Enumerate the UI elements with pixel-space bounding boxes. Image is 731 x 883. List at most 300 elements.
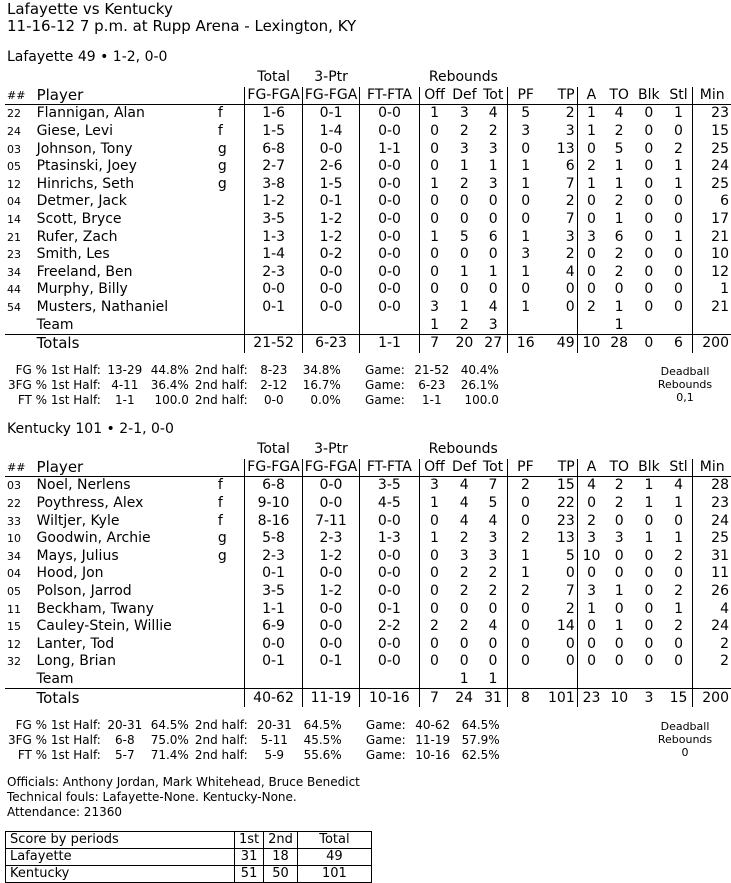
shoot-2nd-half-pct: 0.0% (310, 393, 341, 407)
player-position: f (217, 105, 223, 122)
player-position: g (217, 140, 227, 157)
player-row (5, 495, 731, 513)
stat-pf: 5 (521, 105, 531, 122)
stat-points: 7 (543, 211, 577, 229)
stat-reb-tot: 3 (479, 530, 507, 548)
stat-def: 3 (459, 105, 469, 122)
player-position (216, 246, 245, 264)
stat-fg: 1-3 (245, 228, 302, 246)
stat-3pt: 1-5 (302, 176, 359, 194)
player-number: 03 (7, 142, 21, 156)
total-minutes: 200 (693, 334, 731, 352)
stat-ft: 0-0 (360, 512, 419, 530)
stat-pf: 0 (520, 635, 530, 652)
stat-steals: 1 (665, 105, 693, 123)
player-number: 34 (7, 549, 21, 563)
player-position (216, 299, 245, 317)
stat-fg: 5-8 (245, 530, 302, 548)
stat-ft: 0-0 (360, 565, 419, 583)
stat-fg: 0-1 (245, 565, 302, 583)
stat-steals: 1 (665, 495, 693, 513)
deadball-rebounds (640, 365, 730, 404)
player-row (5, 123, 731, 141)
stat-points: 0 (543, 653, 577, 671)
stat-def: 2 (459, 583, 469, 600)
player-position (216, 583, 245, 601)
stat-reb-tot: 0 (479, 193, 507, 211)
stat-minutes: 24 (711, 158, 729, 175)
periods-header-1st: 1st (235, 832, 264, 849)
stat-off: 0 (429, 600, 439, 617)
team-rebounds-row (5, 316, 731, 334)
stat-steals: 0 (665, 246, 693, 264)
stat-blocks: 0 (644, 299, 654, 316)
stat-minutes: 15 (711, 123, 729, 140)
player-row (5, 565, 731, 583)
stat-3pt: 0-0 (302, 281, 359, 299)
player-row (5, 193, 731, 211)
stat-def: 2 (459, 530, 469, 547)
stat-off: 0 (430, 140, 440, 157)
stat-blocks: 0 (644, 228, 654, 245)
header-player: Player (35, 87, 216, 105)
team-tot: 1 (479, 671, 507, 689)
stat-assists: 1 (586, 175, 596, 192)
shooting-row (5, 733, 503, 748)
stat-def: 0 (459, 635, 469, 652)
stat-turnovers: 1 (614, 175, 624, 192)
shoot-game: 11-19 (415, 733, 451, 747)
stat-off: 0 (429, 653, 439, 670)
stat-ft: 2-2 (360, 618, 419, 636)
stat-fg: 0-0 (245, 281, 302, 299)
player-position (216, 211, 245, 229)
player-name: Ptasinski, Joey (36, 158, 137, 175)
stat-def: 2 (459, 618, 469, 635)
shoot-1st-half-pct: 71.4% (150, 748, 189, 762)
player-number: 22 (7, 497, 21, 511)
player-name: Hinrichs, Seth (36, 175, 135, 192)
stat-3pt: 1-2 (302, 583, 359, 601)
player-name: Lanter, Tod (36, 635, 115, 652)
stat-minutes: 25 (711, 530, 729, 547)
team-label: Team (36, 316, 74, 333)
stat-fg: 3-5 (245, 583, 302, 601)
stat-def: 0 (459, 600, 469, 617)
periods-row-lafayette (6, 849, 372, 866)
stat-off: 1 (430, 105, 440, 122)
stat-assists: 10 (582, 547, 601, 564)
player-name: Giese, Levi (36, 123, 114, 140)
stat-blocks: 0 (644, 246, 654, 263)
shooting-row (5, 748, 503, 763)
player-position (216, 636, 245, 654)
shoot-game-pct: 26.1% (460, 378, 499, 392)
stat-off: 0 (430, 281, 440, 298)
header-rebounds: Rebounds (428, 441, 498, 458)
shoot-1st-half: 5-7 (115, 748, 135, 762)
player-number: 10 (7, 532, 21, 546)
stat-def: 0 (459, 281, 469, 298)
stat-fg: 0-0 (245, 636, 302, 654)
player-name: Rufer, Zach (36, 228, 118, 245)
team-rebounds-row (5, 671, 731, 689)
total-pf: 8 (507, 689, 543, 707)
stat-reb-tot: 2 (479, 583, 507, 601)
shoot-2nd-half-pct: 45.5% (303, 733, 342, 747)
stat-off: 0 (429, 512, 439, 529)
shoot-game-label: Game: (365, 718, 406, 732)
stat-reb-tot: 3 (479, 176, 507, 194)
periods-row-kentucky (6, 866, 372, 883)
header-pf: PF (507, 459, 543, 477)
stat-def: 4 (459, 477, 469, 494)
stat-minutes: 24 (711, 618, 729, 635)
stat-blocks: 0 (644, 281, 654, 298)
stat-assists: 0 (587, 618, 597, 635)
shoot-2nd-half: 2-12 (260, 378, 288, 392)
stat-3pt: 0-0 (302, 618, 359, 636)
total-ft: 10-16 (360, 689, 419, 707)
player-name: Wiltjer, Kyle (36, 512, 120, 529)
player-row (5, 246, 731, 264)
shoot-2nd-half: 5-11 (260, 733, 288, 747)
deadball-label: Deadball (660, 365, 710, 378)
stat-3pt: 0-0 (302, 565, 359, 583)
header-tot: Tot (479, 459, 507, 477)
stat-assists: 0 (586, 193, 596, 210)
total-reb-tot: 31 (479, 689, 507, 707)
stat-def: 0 (459, 653, 469, 670)
player-number: 21 (7, 230, 21, 244)
stat-fg: 1-1 (245, 600, 302, 618)
player-row (5, 600, 731, 618)
stat-steals: 0 (665, 281, 693, 299)
stat-minutes: 31 (711, 547, 729, 564)
header-tp: TP (543, 459, 577, 477)
stat-ft: 0-0 (360, 653, 419, 671)
stat-ft: 0-0 (360, 211, 419, 229)
stat-turnovers: 2 (614, 263, 624, 280)
header-def: Def (449, 459, 479, 477)
stat-steals: 1 (665, 600, 693, 618)
player-row (5, 583, 731, 601)
stat-ft: 0-0 (360, 636, 419, 654)
stat-def: 2 (459, 123, 469, 140)
deadball-value: 0 (681, 746, 689, 759)
stat-reb-tot: 4 (479, 618, 507, 636)
player-row (5, 264, 731, 282)
periods-2nd: 18 (264, 849, 298, 866)
stat-3pt: 0-0 (302, 299, 359, 317)
shoot-2nd-half: 0-0 (264, 393, 284, 407)
header-number: ## (5, 87, 35, 105)
stat-def: 0 (459, 246, 469, 263)
stat-turnovers: 1 (614, 618, 624, 635)
header-total: Total (257, 69, 290, 86)
stat-pf: 0 (520, 495, 530, 512)
stat-3pt: 1-2 (302, 228, 359, 246)
player-name: Cauley-Stein, Willie (36, 618, 172, 635)
header-row-columns (5, 459, 731, 477)
player-number: 05 (7, 160, 21, 174)
deadball-rebounds (640, 720, 730, 759)
stat-minutes: 10 (711, 246, 729, 263)
stat-off: 0 (430, 246, 440, 263)
shoot-game: 6-23 (418, 378, 446, 392)
player-row (5, 158, 731, 176)
stat-off: 2 (429, 618, 439, 635)
stat-3pt: 2-6 (302, 158, 359, 176)
stat-blocks: 1 (644, 530, 654, 547)
stat-pf: 1 (521, 228, 531, 245)
player-number: 12 (7, 637, 21, 651)
stat-blocks: 0 (644, 105, 654, 122)
shoot-game-label: Game: (365, 378, 405, 392)
header-a: A (577, 87, 605, 105)
stat-pf: 0 (521, 140, 531, 157)
totals-label: Totals (35, 689, 216, 707)
player-name: Goodwin, Archie (36, 530, 151, 547)
stat-reb-tot: 0 (479, 281, 507, 299)
deadball-value: 0,1 (676, 391, 694, 404)
stat-pf: 3 (521, 123, 531, 140)
stat-off: 1 (430, 175, 440, 192)
stat-off: 1 (429, 495, 439, 512)
player-row (5, 636, 731, 654)
player-name: Long, Brian (36, 653, 117, 670)
player-number: 04 (7, 195, 21, 209)
header-row-groups (5, 441, 731, 459)
player-number: 22 (7, 107, 21, 121)
team-label: Team (36, 671, 74, 688)
stat-assists: 0 (587, 653, 597, 670)
stat-pf: 1 (521, 299, 531, 316)
header-min: Min (693, 87, 731, 105)
stat-fg: 1-2 (245, 193, 302, 211)
stat-turnovers: 0 (614, 565, 624, 582)
periods-1st: 51 (235, 866, 264, 883)
shoot-game: 21-52 (414, 363, 450, 377)
stat-blocks: 0 (644, 600, 654, 617)
periods-total: 49 (297, 849, 371, 866)
shoot-game: 1-1 (422, 393, 442, 407)
team-def: 2 (459, 316, 469, 333)
stat-assists: 0 (586, 281, 596, 298)
stat-blocks: 1 (644, 477, 654, 494)
player-number: 33 (7, 514, 21, 528)
stat-turnovers: 0 (614, 547, 624, 564)
header-min: Min (693, 459, 731, 477)
stat-reb-tot: 0 (479, 653, 507, 671)
player-number: 15 (7, 620, 21, 634)
stat-blocks: 0 (644, 123, 654, 140)
stat-ft: 3-5 (360, 477, 419, 495)
stat-off: 1 (430, 228, 440, 245)
stat-off: 3 (430, 299, 440, 316)
player-name: Musters, Nathaniel (36, 299, 169, 316)
total-blocks: 3 (633, 689, 665, 707)
header-3ptr: 3-Ptr (314, 69, 348, 86)
total-3pt: 6-23 (302, 334, 359, 352)
shooting-row (5, 718, 503, 733)
stat-off: 0 (429, 583, 439, 600)
stat-fg: 8-16 (245, 512, 302, 530)
shoot-2nd-half: 20-31 (256, 718, 292, 732)
stat-turnovers: 1 (614, 158, 624, 175)
score-by-periods-table (5, 831, 372, 883)
player-row (5, 299, 731, 317)
stat-3pt: 0-0 (302, 264, 359, 282)
player-position (216, 281, 245, 299)
stat-3pt: 0-0 (302, 495, 359, 513)
stat-blocks: 0 (644, 211, 654, 228)
player-number: 04 (7, 567, 21, 581)
stat-off: 0 (430, 211, 440, 228)
stat-pf: 1 (520, 565, 530, 582)
player-position: g (217, 158, 227, 175)
stat-assists: 0 (586, 263, 596, 280)
shoot-game-pct: 40.4% (460, 363, 499, 377)
stat-assists: 3 (587, 530, 597, 547)
stat-turnovers: 2 (614, 193, 624, 210)
attendance: Attendance: 21360 (7, 805, 122, 819)
stat-minutes: 12 (711, 263, 729, 280)
stat-points: 22 (543, 495, 577, 513)
header-pf: PF (508, 87, 544, 105)
stat-ft: 0-0 (360, 228, 419, 246)
stat-pf: 0 (520, 512, 530, 529)
stat-turnovers: 6 (614, 228, 624, 245)
header-off: Off (419, 87, 449, 105)
header-a: A (577, 459, 605, 477)
stat-3pt: 1-2 (302, 211, 359, 229)
stat-fg: 1-6 (245, 105, 302, 123)
stat-def: 4 (459, 512, 469, 529)
stat-pf: 0 (520, 618, 530, 635)
shoot-1st-half-pct: 44.8% (150, 363, 189, 377)
stat-off: 3 (429, 477, 439, 494)
stat-steals: 0 (665, 123, 693, 141)
stat-turnovers: 5 (614, 140, 624, 157)
shoot-2nd-half-label: 2nd half: (194, 363, 248, 377)
stat-turnovers: 1 (614, 299, 624, 316)
stat-assists: 0 (586, 246, 596, 263)
periods-header-row (6, 832, 372, 849)
stat-blocks: 0 (644, 635, 654, 652)
stat-3pt: 0-0 (302, 600, 359, 618)
stat-ft: 0-0 (360, 193, 419, 211)
stat-turnovers: 3 (614, 530, 624, 547)
stat-minutes: 23 (711, 495, 729, 512)
header-def: Def (449, 87, 479, 105)
stat-assists: 1 (586, 123, 596, 140)
total-assists: 10 (577, 334, 605, 352)
box-score-table (5, 69, 731, 353)
periods-2nd: 50 (264, 866, 298, 883)
player-row (5, 477, 731, 495)
total-reb-tot: 27 (479, 334, 507, 352)
stat-turnovers: 4 (614, 105, 624, 122)
team-off (419, 671, 449, 689)
total-ft: 1-1 (360, 334, 419, 352)
shooting-row (5, 378, 502, 393)
stat-points: 3 (543, 228, 577, 246)
stat-def: 3 (459, 547, 469, 564)
stat-fg: 1-5 (245, 123, 302, 141)
stat-def: 3 (459, 140, 469, 157)
shooting-row (5, 363, 502, 378)
stat-reb-tot: 1 (479, 264, 507, 282)
stat-minutes: 11 (711, 565, 729, 582)
shoot-2nd-half-pct: 34.8% (302, 363, 341, 377)
header-tp: TP (543, 87, 577, 105)
stat-ft: 0-0 (360, 123, 419, 141)
stat-minutes: 2 (720, 653, 729, 670)
player-position (216, 565, 245, 583)
stat-3pt: 0-1 (302, 105, 359, 123)
stat-points: 23 (543, 512, 577, 530)
periods-team-name: Kentucky (6, 866, 235, 883)
stat-ft: 0-0 (360, 548, 419, 566)
player-name: Flannigan, Alan (36, 105, 145, 122)
stat-points: 0 (543, 565, 577, 583)
header-to: TO (605, 87, 633, 105)
total-steals: 6 (665, 334, 693, 352)
stat-ft: 0-0 (360, 105, 419, 123)
stat-steals: 4 (665, 477, 693, 495)
stat-assists: 4 (587, 477, 597, 494)
deadball-label: Deadball (660, 720, 710, 733)
player-position: f (217, 477, 223, 494)
stat-pf: 0 (520, 653, 530, 670)
stat-reb-tot: 6 (479, 228, 507, 246)
shoot-2nd-half-label: 2nd half: (194, 733, 248, 747)
stat-points: 13 (543, 530, 577, 548)
total-steals: 15 (665, 689, 693, 707)
stat-pf: 0 (521, 193, 531, 210)
officials: Officials: Anthony Jordan, Mark Whitehead, Bruce Benedict (7, 775, 360, 789)
stat-steals: 2 (665, 140, 693, 158)
header-row-groups (5, 69, 731, 87)
stat-blocks: 0 (644, 512, 654, 529)
stat-steals: 0 (665, 512, 693, 530)
stat-pf: 1 (521, 158, 531, 175)
shoot-2nd-half: 5-9 (264, 748, 285, 762)
periods-header-label: Score by periods (6, 832, 235, 849)
stat-off: 1 (429, 530, 439, 547)
shoot-2nd-half-pct: 64.5% (303, 718, 342, 732)
stat-turnovers: 0 (614, 281, 624, 298)
header-rebounds: Rebounds (428, 69, 498, 86)
stat-blocks: 0 (644, 547, 654, 564)
stat-fg: 2-3 (245, 264, 302, 282)
shoot-label: FT % 1st Half: (17, 393, 101, 407)
total-assists: 23 (577, 689, 605, 707)
player-number: 24 (7, 125, 21, 139)
stat-turnovers: 0 (614, 653, 624, 670)
stat-fg: 2-3 (245, 548, 302, 566)
stat-ft: 0-1 (360, 600, 419, 618)
stat-steals: 0 (665, 299, 693, 317)
player-row (5, 176, 731, 194)
periods-1st: 31 (235, 849, 264, 866)
stat-points: 14 (543, 618, 577, 636)
stat-ft: 0-0 (360, 281, 419, 299)
shoot-1st-half-pct: 75.0% (150, 733, 189, 747)
stat-3pt: 0-0 (302, 140, 359, 158)
header-player: Player (35, 459, 216, 477)
